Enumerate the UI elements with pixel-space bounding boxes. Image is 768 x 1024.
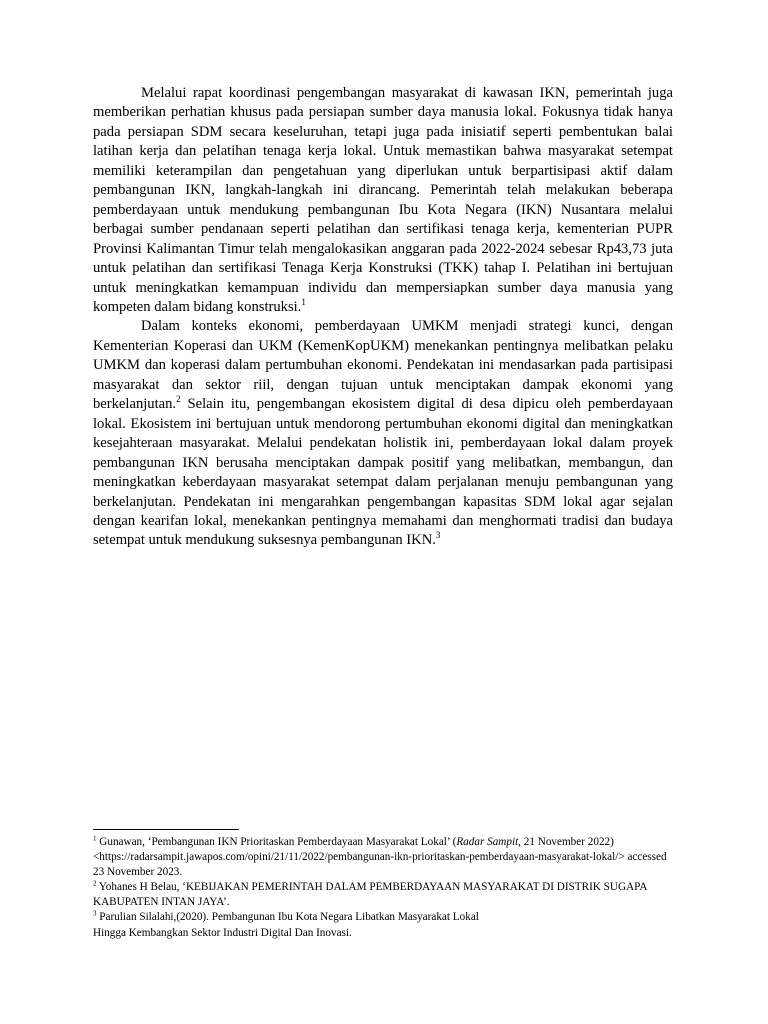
footnote-2-number: 2: [93, 879, 97, 888]
footnote-ref-3: 3: [435, 530, 441, 541]
footnote-1-number: 1: [93, 834, 97, 843]
paragraph-1: [93, 84, 673, 317]
paragraph-2: [93, 317, 673, 550]
footnote-1-source-title: Radar Sampit: [456, 836, 519, 848]
paragraph-2-text-part-2: Selain itu, pengembangan ekosistem digital di desa dipicu oleh pemberdayaan lokal. Ekosistem ini bertujuan untuk mendorong pertumbuhan ekonomi digital dan meningkatkan kesejahteraan masyarakat. Melalui pendekatan holistik ini, pemberdayaan lokal dalam proyek pembangunan IKN berusaha menciptakan dampak positif yang melibatkan, membangun, dan meningkatkan keberdayaan masyarakat setempat dalam perjalanan menuju pembangunan yang berkelanjutan. Pendekatan ini mengarahkan pengembangan kapasitas SDM lokal agar sejalan dengan kearifan lokal, menekankan pentingnya memahami dan menghormati tradisi dan budaya setempat untuk mendukung suksesnya pembangunan IKN.: [93, 396, 673, 549]
paragraph-2-text-part-1: Dalam konteks ekonomi, pemberdayaan UMKM menjadi strategi kunci, dengan Kementerian Koperasi dan UKM (KemenKopUKM) menekankan pentingnya melibatkan pelaku UMKM dan koperasi dalam pertumbuhan ekonomi. Pendekatan ini mendasarkan pada partisipasi masyarakat dan sektor riil, dengan tujuan untuk menciptakan dampak ekonomi yang berkelanjutan.: [93, 318, 673, 413]
footnote-2: [93, 880, 673, 910]
footnote-3: [93, 910, 673, 940]
document-body: [93, 84, 673, 551]
footnotes-section: [93, 829, 673, 941]
footnote-3-line-2: Hingga Kembangkan Sektor Industri Digital Dan Inovasi.: [93, 926, 352, 939]
footnote-ref-1: 1: [301, 297, 306, 308]
footnote-1-text-after: , 21 November 2022) <https://radarsampit.jawapos.com/opini/21/11/2022/pembangunan-ikn-prioritaskan-pemberdayaan-masyarakat-lokal/> accessed 23 November 2023.: [93, 836, 667, 879]
footnote-3-number: 3: [93, 909, 97, 918]
footnote-2-text: Yohanes H Belau, ‘KEBIJAKAN PEMERINTAH DALAM PEMBERDAYAAN MASYARAKAT DI DISTRIK SUGAPA KABUPATEN INTAN JAYA’.: [93, 881, 647, 909]
footnote-1: [93, 835, 673, 880]
paragraph-1-text: Melalui rapat koordinasi pengembangan masyarakat di kawasan IKN, pemerintah juga memberikan perhatian khusus pada persiapan sumber daya manusia lokal. Fokusnya tidak hanya pada persiapan SDM secara keseluruhan, tetapi juga pada inisiatif seperti pembentukan balai latihan kerja dan pelatihan tenaga kerja lokal. Untuk memastikan bahwa masyarakat setempat memiliki keterampilan dan pengetahuan yang diperlukan untuk berpartisipasi aktif dalam pembangunan IKN, langkah-langkah ini dirancang. Pemerintah telah melakukan beberapa pemberdayaan untuk mendukung pembangunan Ibu Kota Negara (IKN) Nusantara melalui berbagai sumber pendanaan seperti pelatihan dan sertifikasi tenaga kerja, kementerian PUPR Provinsi Kalimantan Timur telah mengalokasikan anggaran pada 2022-2024 sebesar Rp43,73 juta untuk pelatihan dan sertifikasi Tenaga Kerja Konstruksi (TKK) tahap I. Pelatihan ini bertujuan untuk meningkatkan kemampuan individu dan mempersiapkan sumber daya manusia yang kompeten dalam bidang konstruksi.: [93, 85, 673, 315]
footnote-separator: [93, 829, 239, 830]
footnote-ref-2: 2: [176, 394, 181, 405]
footnote-1-text-before: Gunawan, ‘Pembangunan IKN Prioritaskan Pemberdayaan Masyarakat Lokal’ (: [96, 836, 457, 848]
footnote-3-line-1: Parulian Silalahi,(2020). Pembangunan Ibu Kota Negara Libatkan Masyarakat Lokal: [96, 911, 479, 924]
